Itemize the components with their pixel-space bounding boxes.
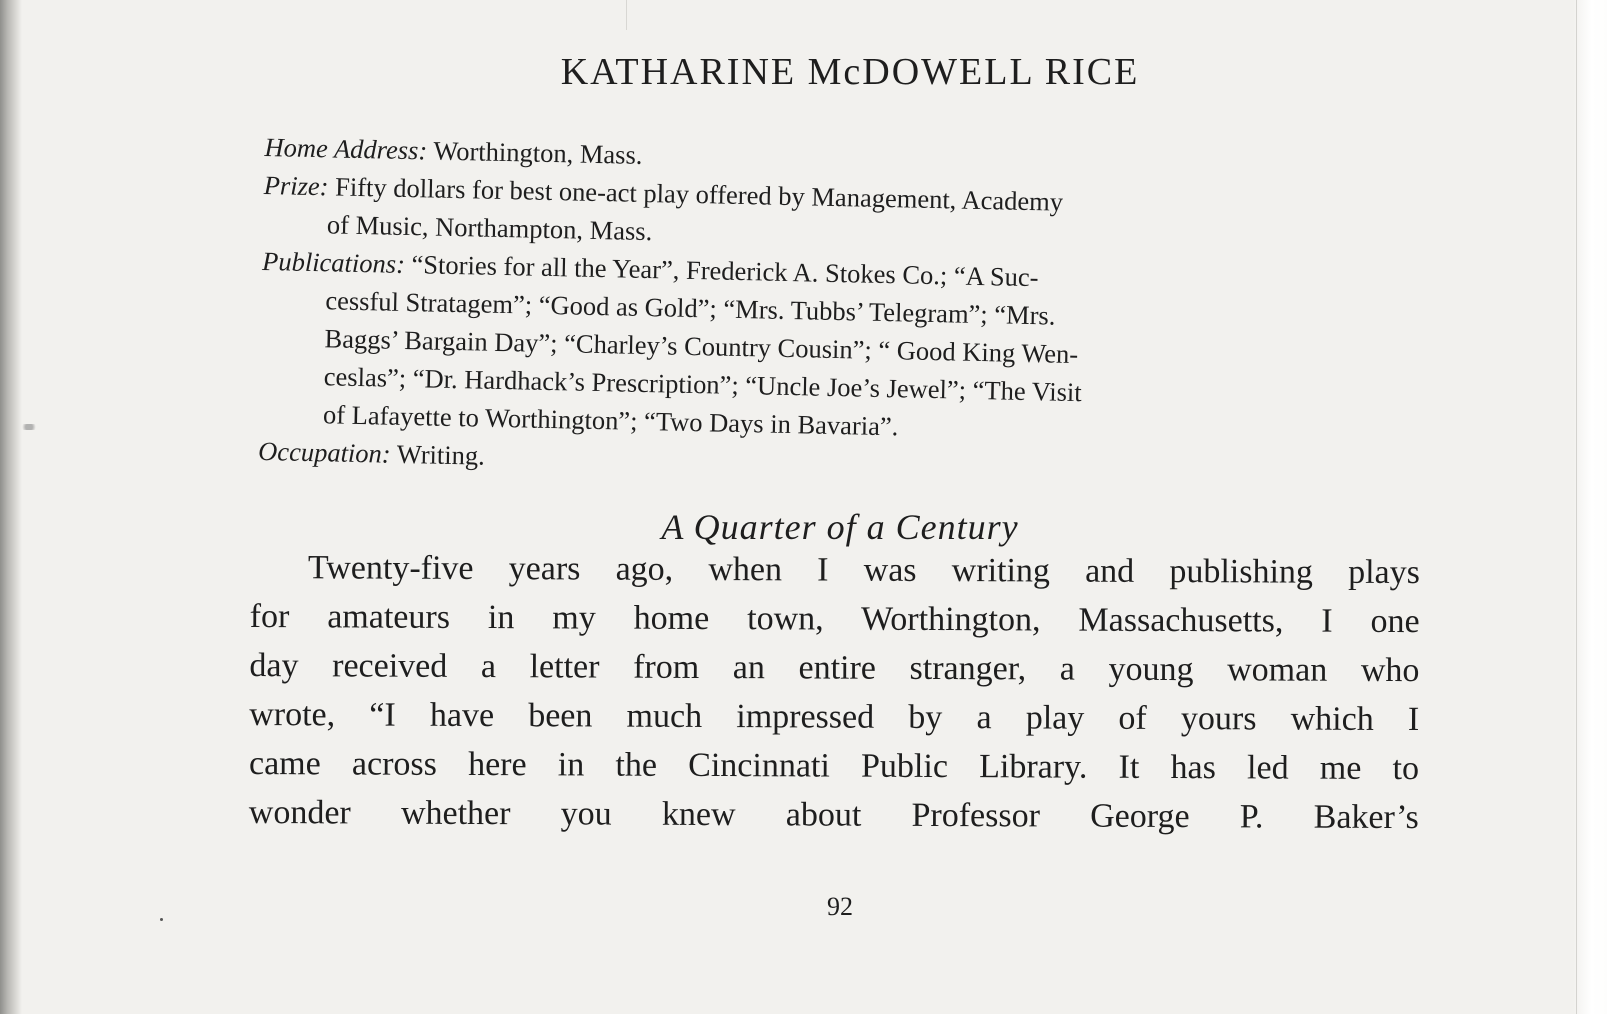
publications-line: Baggs’ Bargain Day”; “Charley’s Country Cousin”; “ Good King Wen- [324, 323, 1079, 370]
bio-block [258, 128, 1465, 495]
publications-label: Publications: [261, 245, 406, 279]
scan-speck [18, 424, 40, 430]
occupation-value: Writing. [396, 438, 486, 471]
prize-line: of Music, Northampton, Mass. [326, 209, 653, 247]
page-title: KATHARINE McDOWELL RICE [560, 51, 1140, 93]
scan-speck [160, 918, 163, 921]
body-paragraph [249, 543, 1420, 842]
body-line: Twenty-five years ago, when I was writing and publishing plays [307, 549, 1420, 592]
body-line: for amateurs in my home town, Worthington, Massachusetts, I one [249, 597, 1420, 641]
publications-line: “Stories for all the Year”, Frederick A. Stokes Co.; “A Suc- [411, 249, 1039, 293]
section-heading: A Quarter of a Century [661, 507, 1019, 547]
body-line: wonder whether you knew about Professor George P. Baker’s [248, 793, 1419, 837]
publications-line: ceslas”; “Dr. Hardhack’s Prescription”; “Uncle Joe’s Jewel”; “The Visit [323, 361, 1083, 408]
body-line: wrote, “I have been much impressed by a play of yours which I [249, 695, 1420, 739]
body-line: came across here in the Cincinnati Public Library. It has led me to [248, 744, 1420, 788]
home-address-label: Home Address: [264, 131, 428, 166]
fold-mark [626, 0, 627, 30]
home-address-value: Worthington, Mass. [433, 135, 643, 170]
publications-line: cessful Stratagem”; “Good as Gold”; “Mrs. Tubbs’ Telegram”; “Mrs. [325, 285, 1056, 331]
occupation-label: Occupation: [257, 435, 391, 469]
body-line: day received a letter from an entire stranger, a young woman who [249, 646, 1420, 690]
prize-label: Prize: [263, 169, 329, 202]
prize-line: Fifty dollars for best one-act play offered by Management, Academy [334, 171, 1064, 217]
page-number: 92 [827, 892, 853, 921]
publications-entry [259, 242, 1463, 457]
publications-line: of Lafayette to Worthington”; “Two Days in Bavaria”. [322, 399, 899, 442]
